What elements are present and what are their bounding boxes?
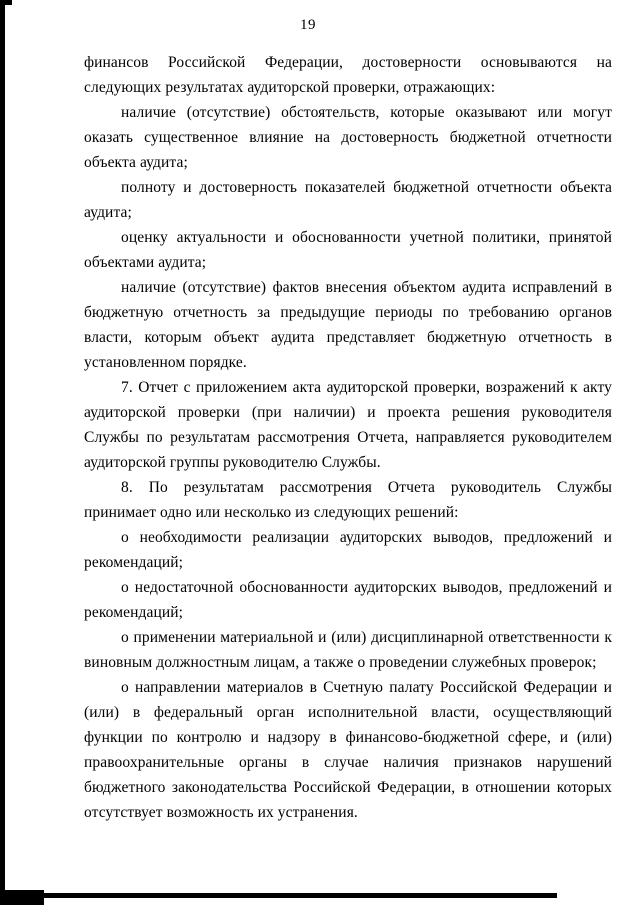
paragraph: наличие (отсутствие) обстоятельств, которые оказывают или могут оказать существенное влияние на достоверность бюджетной отчетности объекта аудита; [84, 104, 612, 171]
scan-border-bottom-left-corner [0, 890, 44, 905]
paragraph: о направлении материалов в Счетную палату Российской Федерации и (или) в федеральный орган исполнительной власти, осуществляющий функции по контролю и надзору в финансово-бюджетной сфере, и (или) правоохранительные органы в случае наличия признаков нарушений бюджетного законодательства Российской Федерации, в отношении которых отсутствует возможность их устранения. [84, 679, 612, 821]
scan-border-top-left [0, 0, 12, 5]
paragraph-item-8: 8. По результатам рассмотрения Отчета руководитель Службы принимает одно или несколько из следующих решений: [84, 479, 612, 521]
paragraph: наличие (отсутствие) фактов внесения объектом аудита исправлений в бюджетную отчетность за предыдущие периоды по требованию органов власти, которым объект аудита представляет бюджетную отчетность в установленном порядке. [84, 279, 612, 371]
paragraph: о необходимости реализации аудиторских выводов, предложений и рекомендаций; [84, 529, 612, 571]
scan-border-bottom [0, 893, 557, 898]
paragraph: о недостаточной обоснованности аудиторских выводов, предложений и рекомендаций; [84, 579, 612, 621]
document-body [84, 50, 612, 825]
paragraph-continuation: финансов Российской Федерации, достоверности основываются на следующих результатах аудиторской проверки, отражающих: [84, 54, 612, 96]
scan-border-left [0, 0, 5, 905]
paragraph-item-7: 7. Отчет с приложением акта аудиторской проверки, возражений к акту аудиторской проверки (при наличии) и проекта решения руководителя Службы по результатам рассмотрения Отчета, направляется руководителем аудиторской группы руководителю Службы. [84, 379, 612, 471]
paragraph: оценку актуальности и обоснованности учетной политики, принятой объектами аудита; [84, 229, 612, 271]
page-number: 19 [300, 17, 316, 33]
paragraph: о применении материальной и (или) дисциплинарной ответственности к виновным должностным лицам, а также о проведении служебных проверок; [84, 629, 612, 671]
paragraph: полноту и достоверность показателей бюджетной отчетности объекта аудита; [84, 179, 612, 221]
